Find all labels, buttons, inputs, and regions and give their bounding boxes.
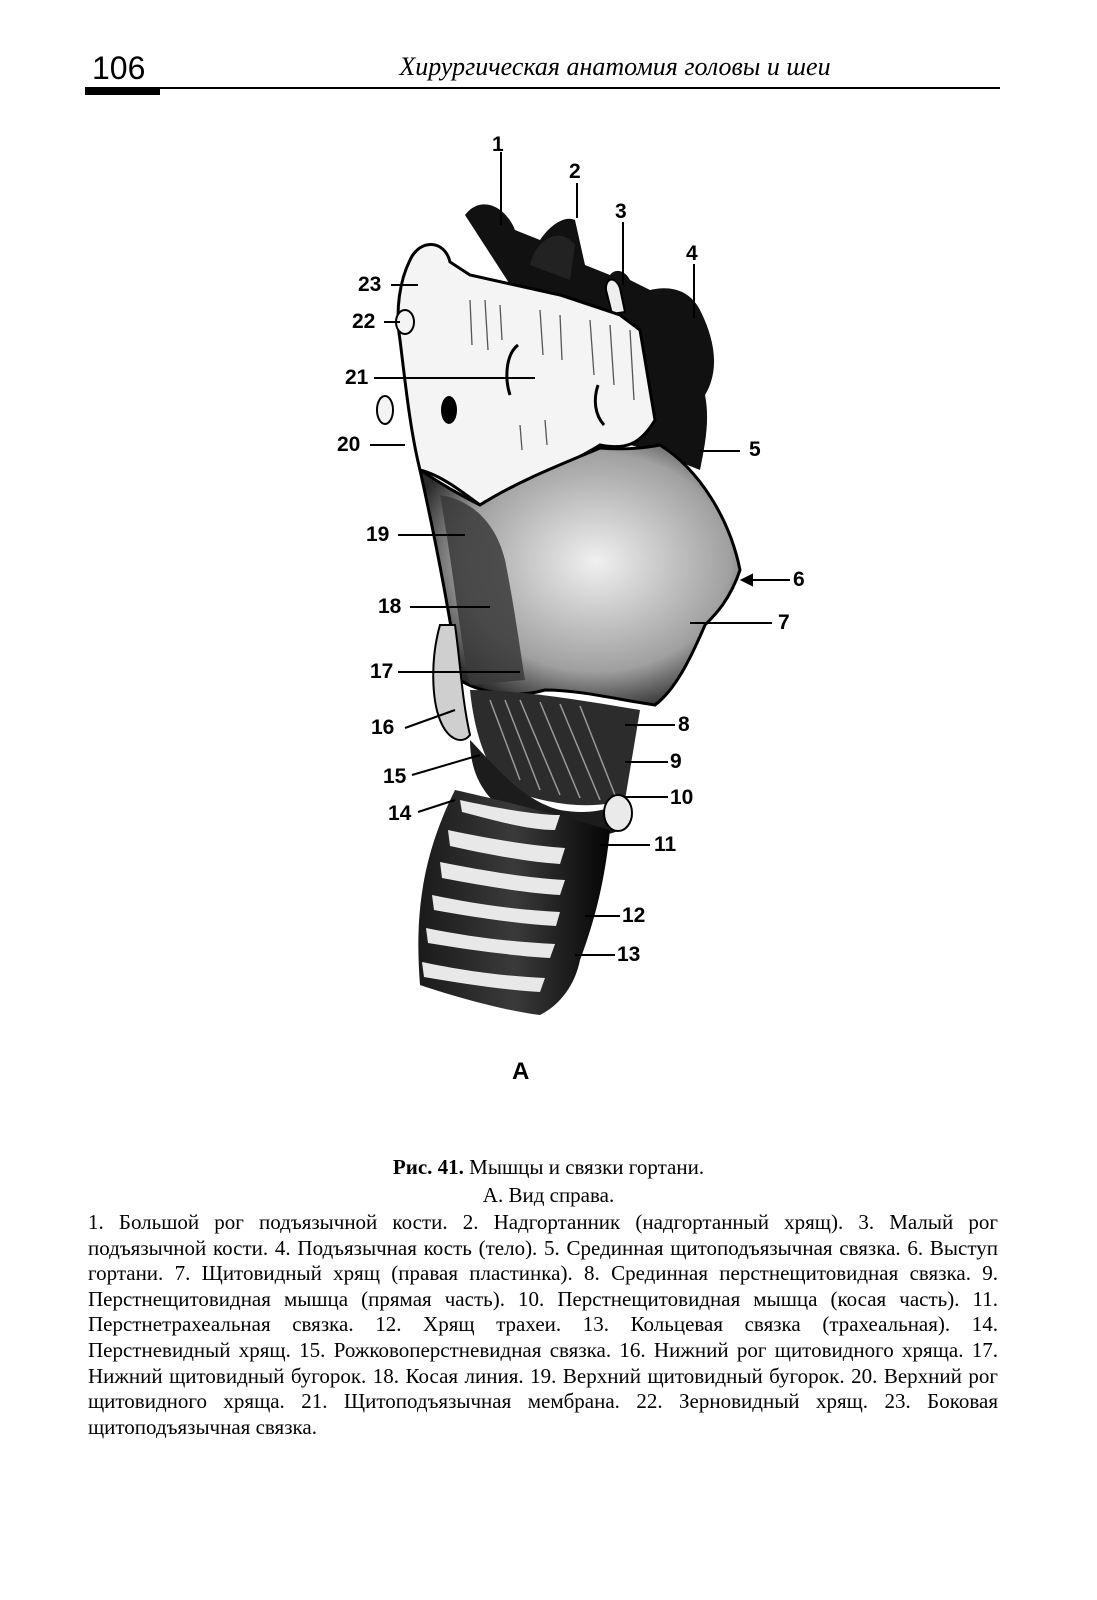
callout-1: 1 <box>492 133 504 156</box>
callout-22: 22 <box>352 310 376 333</box>
cricothyroid-oblique-bulge <box>604 795 632 831</box>
header-bar <box>85 87 160 95</box>
callout-5: 5 <box>749 438 761 461</box>
triticeous-opening <box>441 396 457 424</box>
panel-label: А <box>512 1058 530 1085</box>
callout-10: 10 <box>670 786 694 809</box>
larynx-figure <box>0 110 1097 1110</box>
figure-view-label: А. Вид справа. <box>482 1183 615 1207</box>
callout-14: 14 <box>388 802 412 825</box>
callout-20: 20 <box>337 433 361 456</box>
callout-19: 19 <box>366 523 390 546</box>
callout-13: 13 <box>617 943 641 966</box>
callout-8: 8 <box>678 713 690 736</box>
callout-21: 21 <box>345 366 369 389</box>
callout-7: 7 <box>778 611 790 634</box>
callout-15: 15 <box>383 765 407 788</box>
callout-18: 18 <box>378 595 402 618</box>
superior-horn-tip <box>377 396 393 424</box>
callout-12: 12 <box>622 904 646 927</box>
callout-16: 16 <box>371 716 395 739</box>
figure-caption-title <box>0 1155 1097 1179</box>
figure-legend: 1. Большой рог подъязычной кости. 2. Надгортанник (надгортанный хрящ). 3. Малый рог подъязычной кости. 4. Подъязычная кость (тело). 5. Срединная щитоподъязычная связка. 6. Выступ гортани. 7. Щитовидный хрящ (правая пластинка). 8. Срединная перстнещитовидная связка. 9. Перстнещитовидная мышца (прямая часть). 10. Перстнещитовидная мышца (косая часть). 11. Перстнетрахеальная связка. 12. Хрящ трахеи. 13. Кольцевая связка (трахеальная). 14. Перстневидный хрящ. 15. Рожковоперстневидная связка. 16. Нижний рог щитовидного хряща. 17. Нижний щитовидный бугорок. 18. Косая линия. 19. Верхний щитовидный бугорок. 20. Верхний рог щитовидного хряща. 21. Щитоподъязычная мембрана. 22. Зерновидный хрящ. 23. Боковая щитоподъязычная связка. <box>88 1210 998 1439</box>
callout-2: 2 <box>569 160 581 183</box>
figure-title: Мышцы и связки гортани. <box>469 1155 705 1179</box>
header-rule <box>85 87 1000 89</box>
callout-23: 23 <box>358 273 382 296</box>
callout-11: 11 <box>654 833 677 856</box>
callout-9: 9 <box>670 750 682 773</box>
figure-number: Рис. 41. <box>392 1155 464 1179</box>
callout-4: 4 <box>686 242 698 265</box>
running-head: Хирургическая анатомия головы и шеи <box>399 52 831 81</box>
larynx-illustration <box>0 110 1097 1110</box>
callout-3: 3 <box>615 200 627 223</box>
callout-6: 6 <box>793 568 805 591</box>
page-number: 106 <box>92 50 146 86</box>
callout-17: 17 <box>370 660 394 683</box>
